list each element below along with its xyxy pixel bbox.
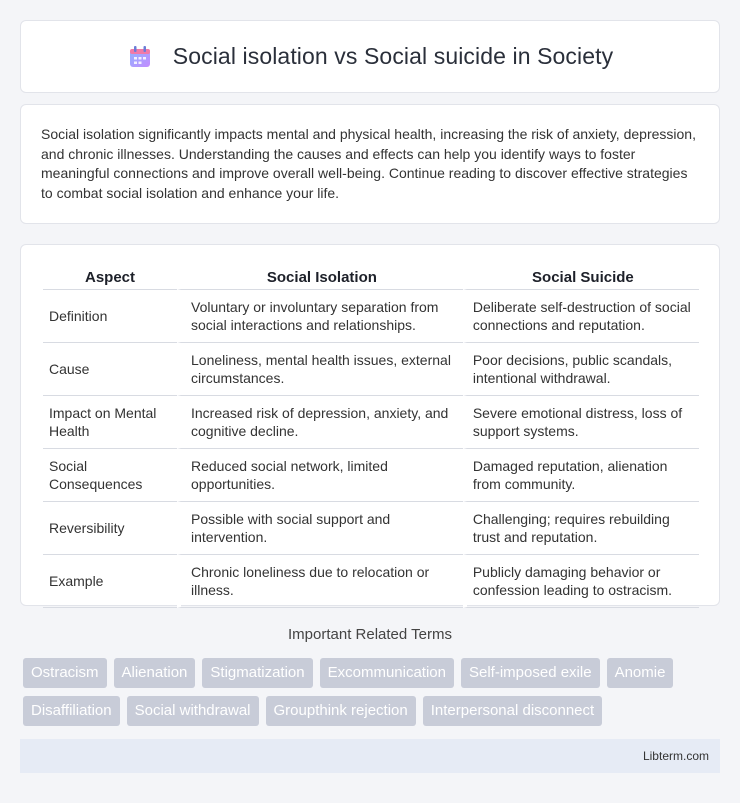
row-social-isolation: Possible with social support and intervention.	[177, 502, 463, 555]
table-row	[43, 449, 699, 502]
comparison-table	[43, 265, 699, 608]
row-social-suicide: Severe emotional distress, loss of support systems.	[463, 396, 699, 449]
row-social-isolation: Voluntary or involuntary separation from social interactions and relationships.	[177, 290, 463, 343]
tag-ostracism[interactable]: Ostracism	[23, 658, 107, 688]
tag-self-imposed-exile[interactable]: Self-imposed exile	[461, 658, 600, 688]
row-aspect: Social Consequences	[43, 449, 177, 502]
calendar-icon	[127, 44, 153, 70]
row-aspect: Impact on Mental Health	[43, 396, 177, 449]
table-row	[43, 502, 699, 555]
tag-alienation[interactable]: Alienation	[114, 658, 196, 688]
tag-excommunication[interactable]: Excommunication	[320, 658, 454, 688]
tag-stigmatization[interactable]: Stigmatization	[202, 658, 312, 688]
tag-social-withdrawal[interactable]: Social withdrawal	[127, 696, 259, 726]
footer	[20, 739, 720, 773]
row-social-isolation: Loneliness, mental health issues, external circumstances.	[177, 343, 463, 396]
header-aspect: Aspect	[43, 265, 177, 290]
row-aspect: Example	[43, 555, 177, 608]
footer-site-name[interactable]: Libterm.com	[642, 749, 709, 763]
table-header-row	[43, 265, 699, 290]
intro-paragraph: Social isolation significantly impacts mental and physical health, increasing the risk of anxiety, depression, and chronic illnesses. Understanding the causes and effects can help you identify ways to foster meaningful connections and improve overall well-being. Continue reading to discover effective strategies to combat social isolation and enhance your life.	[41, 126, 696, 201]
row-aspect: Cause	[43, 343, 177, 396]
row-social-isolation: Reduced social network, limited opportunities.	[177, 449, 463, 502]
header-social-isolation: Social Isolation	[177, 265, 463, 290]
row-social-suicide: Publicly damaging behavior or confession leading to ostracism.	[463, 555, 699, 608]
tag-groupthink-rejection[interactable]: Groupthink rejection	[266, 696, 416, 726]
intro-card	[20, 104, 720, 224]
row-social-suicide: Damaged reputation, alienation from community.	[463, 449, 699, 502]
comparison-table-card	[20, 244, 720, 606]
page-title: Social isolation vs Social suicide in Society	[172, 43, 614, 69]
related-terms-title: Important Related Terms	[288, 626, 452, 643]
row-aspect: Reversibility	[43, 502, 177, 555]
row-social-isolation: Chronic loneliness due to relocation or illness.	[177, 555, 463, 608]
related-terms-list	[23, 658, 723, 726]
row-social-suicide: Deliberate self-destruction of social connections and reputation.	[463, 290, 699, 343]
row-social-isolation: Increased risk of depression, anxiety, and cognitive decline.	[177, 396, 463, 449]
table-row	[43, 343, 699, 396]
tag-anomie[interactable]: Anomie	[607, 658, 674, 688]
header-card	[20, 20, 720, 93]
header-social-suicide: Social Suicide	[463, 265, 699, 290]
table-row	[43, 555, 699, 608]
table-row	[43, 396, 699, 449]
row-social-suicide: Poor decisions, public scandals, intentional withdrawal.	[463, 343, 699, 396]
tag-disaffiliation[interactable]: Disaffiliation	[23, 696, 120, 726]
tag-interpersonal-disconnect[interactable]: Interpersonal disconnect	[423, 696, 602, 726]
row-social-suicide: Challenging; requires rebuilding trust and reputation.	[463, 502, 699, 555]
table-row	[43, 290, 699, 343]
row-aspect: Definition	[43, 290, 177, 343]
